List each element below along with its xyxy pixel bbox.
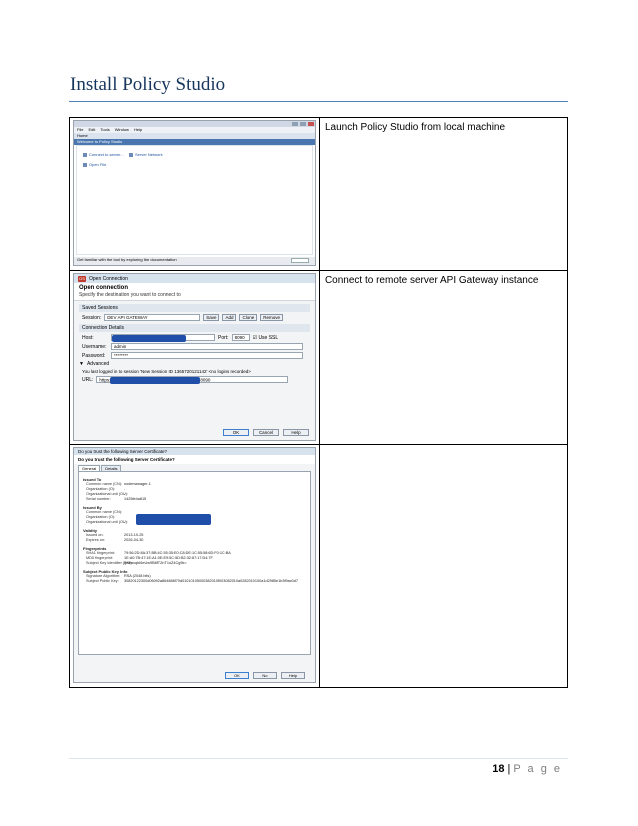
session-row	[82, 314, 310, 321]
redaction-mark	[110, 377, 200, 384]
field-row: Serial number: 1425fe4a815	[86, 497, 147, 501]
page-separator: |	[507, 763, 511, 775]
step-description: Connect to remote server API Gateway instance	[319, 271, 567, 445]
host-label: Host:	[82, 334, 94, 341]
dialog-title: Open Connection	[89, 275, 128, 282]
steps-table	[69, 117, 568, 688]
username-label: Username:	[82, 343, 107, 350]
status-text: Get familiar with the tool by exploring the documentation	[77, 257, 177, 262]
step-description	[319, 445, 567, 688]
url-label: URL:	[82, 376, 94, 383]
username-field: admin	[111, 343, 303, 350]
dialog-title-bar	[74, 274, 315, 283]
menu-edit: Edit	[88, 127, 96, 132]
session-label: Session:	[82, 314, 102, 321]
advanced-toggle: ▼ Advanced	[79, 361, 110, 367]
welcome-banner: Welcome to Policy Studio	[74, 139, 315, 145]
field-row: Organizational unit (OU): -	[86, 492, 128, 496]
page-word: P a g e	[513, 763, 562, 775]
port-label: Port:	[218, 334, 229, 341]
close-icon	[308, 122, 314, 126]
menu-tools: Tools	[100, 127, 110, 132]
validity-group: Validity	[83, 528, 98, 533]
host-row	[82, 334, 310, 341]
memory-indicator	[291, 258, 309, 263]
field-row: Organization (O):	[86, 515, 116, 519]
port-field: 8090	[232, 334, 250, 341]
table-row	[70, 118, 568, 271]
screenshot-cell	[70, 445, 320, 688]
status-bar	[74, 257, 315, 265]
page-number: 18	[492, 763, 505, 775]
issued-to-group: Issued To	[83, 477, 102, 482]
host-field	[111, 334, 215, 341]
document-title: Install Policy Studio	[70, 74, 226, 95]
session-select: DEV API GATEWAY	[104, 314, 200, 321]
field-row: Common name (CN): nodemanager-1	[86, 482, 151, 486]
field-row: Signature Algorithm: RSA (2048 bits)	[86, 574, 151, 578]
certificate-panel	[78, 471, 311, 655]
minimize-icon	[292, 122, 298, 126]
table-row	[70, 445, 568, 688]
field-row: Common name (CN):	[86, 510, 123, 514]
server-network-link: Server Network	[129, 152, 163, 157]
header-title: Open connection	[79, 285, 129, 291]
field-row: Organization (O): -	[86, 487, 126, 491]
username-row	[82, 343, 310, 350]
cancel-button: Cancel	[253, 429, 279, 436]
dialog-header	[74, 283, 315, 301]
chevron-down-icon: ▼	[79, 361, 84, 367]
open-file-link: Open File	[83, 162, 106, 167]
ok-button: OK	[225, 672, 249, 679]
fingerprints-group: Fingerprints	[83, 546, 107, 551]
saved-sessions-section: Saved Sessions	[79, 304, 310, 312]
title-underline	[69, 101, 568, 102]
field-row: Subject Key Identifier (SKI): ljmfmxqbI6eUw9B8fTZnT1oZ4Cg9k=	[86, 561, 187, 565]
certificate-screenshot	[73, 447, 316, 683]
clone-button: Clone	[239, 314, 257, 321]
url-field: https: 8090	[96, 376, 288, 383]
field-row: Expires on: 2026-04-30	[86, 538, 144, 542]
table-row	[70, 271, 568, 445]
field-row: SHA1 fingerprint: 79:56:2D:8A:37:BB:4C:55:35:E0:C8:DE:1C:55:58:6D:F0:1C:BA	[86, 551, 231, 555]
password-label: Password:	[82, 352, 106, 359]
no-button: No	[253, 672, 277, 679]
tab-details: Details	[101, 465, 121, 471]
ok-button: OK	[223, 429, 249, 436]
step-description: Launch Policy Studio from local machine	[319, 118, 567, 271]
field-row: MD5 fingerprint: 1E:A0:7B:47:1E:A1:0E:E9:5C:5D:B2:32:87:17:D4:7F	[86, 556, 213, 560]
field-row: Issued on: 2013-10-25	[86, 533, 144, 537]
add-button: Add	[222, 314, 236, 321]
menu-file: File	[77, 127, 84, 132]
help-button: Help	[283, 429, 309, 436]
tab-general: General	[78, 465, 100, 471]
public-key-group: Subject Public Key Info	[83, 569, 128, 574]
redaction-mark	[136, 514, 211, 525]
welcome-pane	[76, 145, 313, 255]
maximize-icon	[300, 122, 306, 126]
session-note: You last logged in to session 'New Session ID 1365720121142' <no logins recorded>	[82, 369, 251, 374]
header-subtitle: Specify the destination you want to connect to	[79, 292, 181, 298]
dialog-footer	[225, 672, 305, 679]
connect-link: Connect to server...	[83, 152, 124, 157]
trust-question: Do you trust the following Server Certificate?	[74, 455, 315, 464]
footer-rule	[69, 758, 568, 759]
policy-studio-screenshot	[73, 120, 316, 266]
issued-by-group: Issued By	[83, 505, 102, 510]
folder-icon	[83, 163, 87, 167]
use-ssl-checkbox: ☑ Use SSL	[252, 334, 279, 341]
dialog-title-bar: Do you trust the following Server Certificate?	[74, 448, 315, 455]
password-row	[82, 352, 310, 359]
tab-home: Home	[74, 133, 315, 139]
screenshot-cell	[70, 118, 320, 271]
page-footer	[492, 763, 562, 775]
menu-help: Help	[133, 127, 143, 132]
menu-window: Window	[114, 127, 129, 132]
save-button: Save	[203, 314, 219, 321]
redaction-mark	[112, 335, 186, 342]
dialog-footer	[223, 429, 309, 436]
app-logo-icon: OS	[79, 275, 85, 281]
connection-details-section: Connection Details	[79, 324, 310, 332]
field-row: Subject Public Key: 30820122300d06092a864886f70d01010105000382010f003082010a0282010100a1d2985e1b3f9ac0d7	[86, 579, 298, 583]
remove-button: Remove	[260, 314, 283, 321]
screenshot-cell	[70, 271, 320, 445]
url-row	[82, 376, 310, 383]
password-field: ********	[111, 352, 303, 359]
network-icon	[129, 153, 133, 157]
help-button: Help	[281, 672, 305, 679]
field-row: Organizational unit (OU): -	[86, 520, 128, 524]
server-icon	[83, 153, 87, 157]
open-connection-screenshot	[73, 273, 316, 441]
